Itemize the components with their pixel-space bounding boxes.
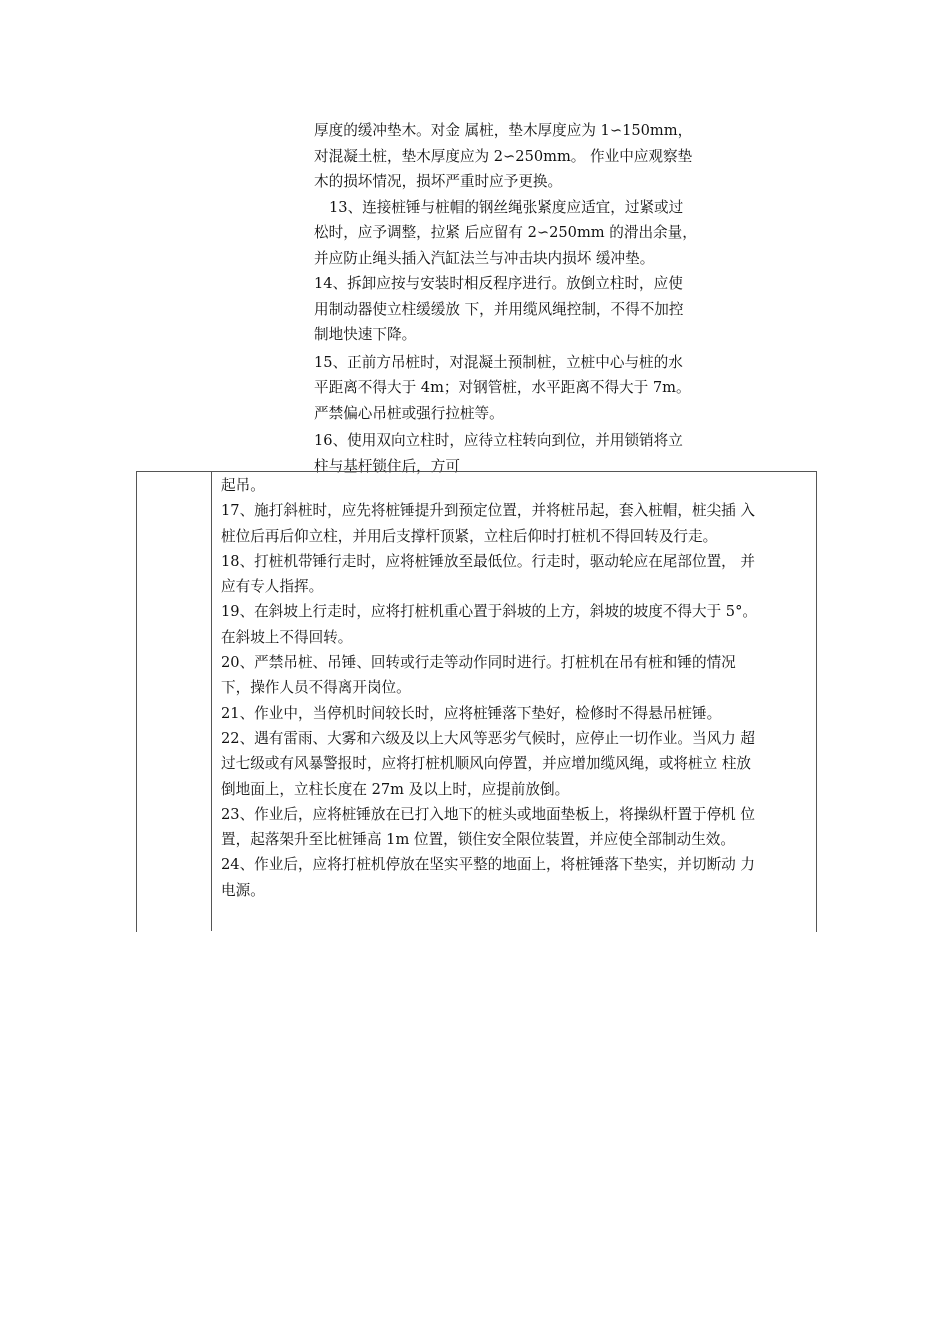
text-line: 下，操作人员不得离开岗位。 — [221, 679, 411, 697]
text-line: 电源。 — [221, 881, 265, 899]
text-line: 松时，应予调整，拉紧 后应留有 2∽250mm 的滑出余量， — [314, 224, 697, 241]
text-line: 用制动器使立柱缓缓放 下，并用缆风绳控制，不得不加控 — [314, 300, 684, 318]
text-line: 制地快速下降。 — [314, 326, 417, 343]
text-line: 并应防止绳头插入汽缸法兰与冲击块内损坏 缓冲垫。 — [314, 249, 655, 267]
text-line: 15、正前方吊桩时，对混凝土预制桩，立桩中心与桩的水 — [314, 353, 683, 371]
text-line: 倒地面上，立柱长度在 27m 及以上时，应提前放倒。 — [221, 780, 570, 798]
text-line: 应有专人指挥。 — [221, 578, 324, 596]
text-line: 对混凝土桩，垫木厚度应为 2∽250mm。 作业中应观察垫 — [314, 147, 693, 165]
text-line: 17、施打斜桩时，应先将桩锤提升到预定位置，并将桩吊起，套入桩帽，桩尖插 入 — [221, 502, 755, 520]
table-content-cell — [221, 473, 813, 903]
text-line: 平距离不得大于 4m；对钢管桩，水平距离不得大于 7m。 — [314, 379, 691, 396]
text-line: 置，起落架升至比桩锤高 1m 位置，锁住安全限位装置，并应使全部制动生效。 — [221, 831, 735, 849]
text-line: 21、作业中，当停机时间较长时，应将桩锤落下垫好，检修时不得悬吊桩锤。 — [221, 704, 722, 722]
text-line: 严禁偏心吊桩或强行拉桩等。 — [314, 404, 504, 422]
text-line: 18、打桩机带锤行走时，应将桩锤放至最低位。行走时，驱动轮应在尾部位置， 并 — [221, 552, 755, 570]
text-line: 22、遇有雷雨、大雾和六级及以上大风等恶劣气候时，应停止一切作业。当风力 超 — [221, 729, 755, 747]
text-line: 14、拆卸应按与安装时相反程序进行。放倒立柱时，应使 — [314, 275, 683, 292]
text-line: 13、连接桩锤与桩帽的钢丝绳张紧度应适宜，过紧或过 — [329, 198, 684, 216]
text-line: 在斜坡上不得回转。 — [221, 628, 353, 646]
text-line: 厚度的缓冲垫木。对金 属桩，垫木厚度应为 1∽150mm， — [314, 122, 693, 139]
text-line: 23、作业后，应将桩锤放在已打入地下的桩头或地面垫板上，将操纵杆置于停机 位 — [221, 805, 755, 823]
text-line: 24、作业后，应将打桩机停放在坚实平整的地面上，将桩锤落下垫实，并切断动 力 — [221, 856, 755, 874]
text-line: 柱与基杆锁住后，方可 — [314, 457, 460, 475]
upper-text-block — [314, 118, 726, 479]
text-line: 16、使用双向立柱时，应待立柱转向到位，并用锁销将立 — [314, 432, 683, 449]
text-line: 桩位后再后仰立柱，并用后支撑杆顶紧，立柱后仰时打桩机不得回转及行走。 — [221, 527, 718, 545]
text-line: 起吊。 — [221, 477, 265, 494]
table-column-divider — [211, 471, 212, 931]
text-line: 20、严禁吊桩、吊锤、回转或行走等动作同时进行。打桩机在吊有桩和锤的情况 — [221, 654, 736, 672]
text-line: 过七级或有风暴警报时，应将打桩机顺风向停置，并应增加缆风绳，或将桩立 柱放 — [221, 755, 752, 773]
text-line: 木的损坏情况，损坏严重时应予更换。 — [314, 173, 563, 190]
text-line: 19、在斜坡上行走时，应将打桩机重心置于斜坡的上方，斜坡的坡度不得大于 5°。 — [221, 603, 757, 621]
